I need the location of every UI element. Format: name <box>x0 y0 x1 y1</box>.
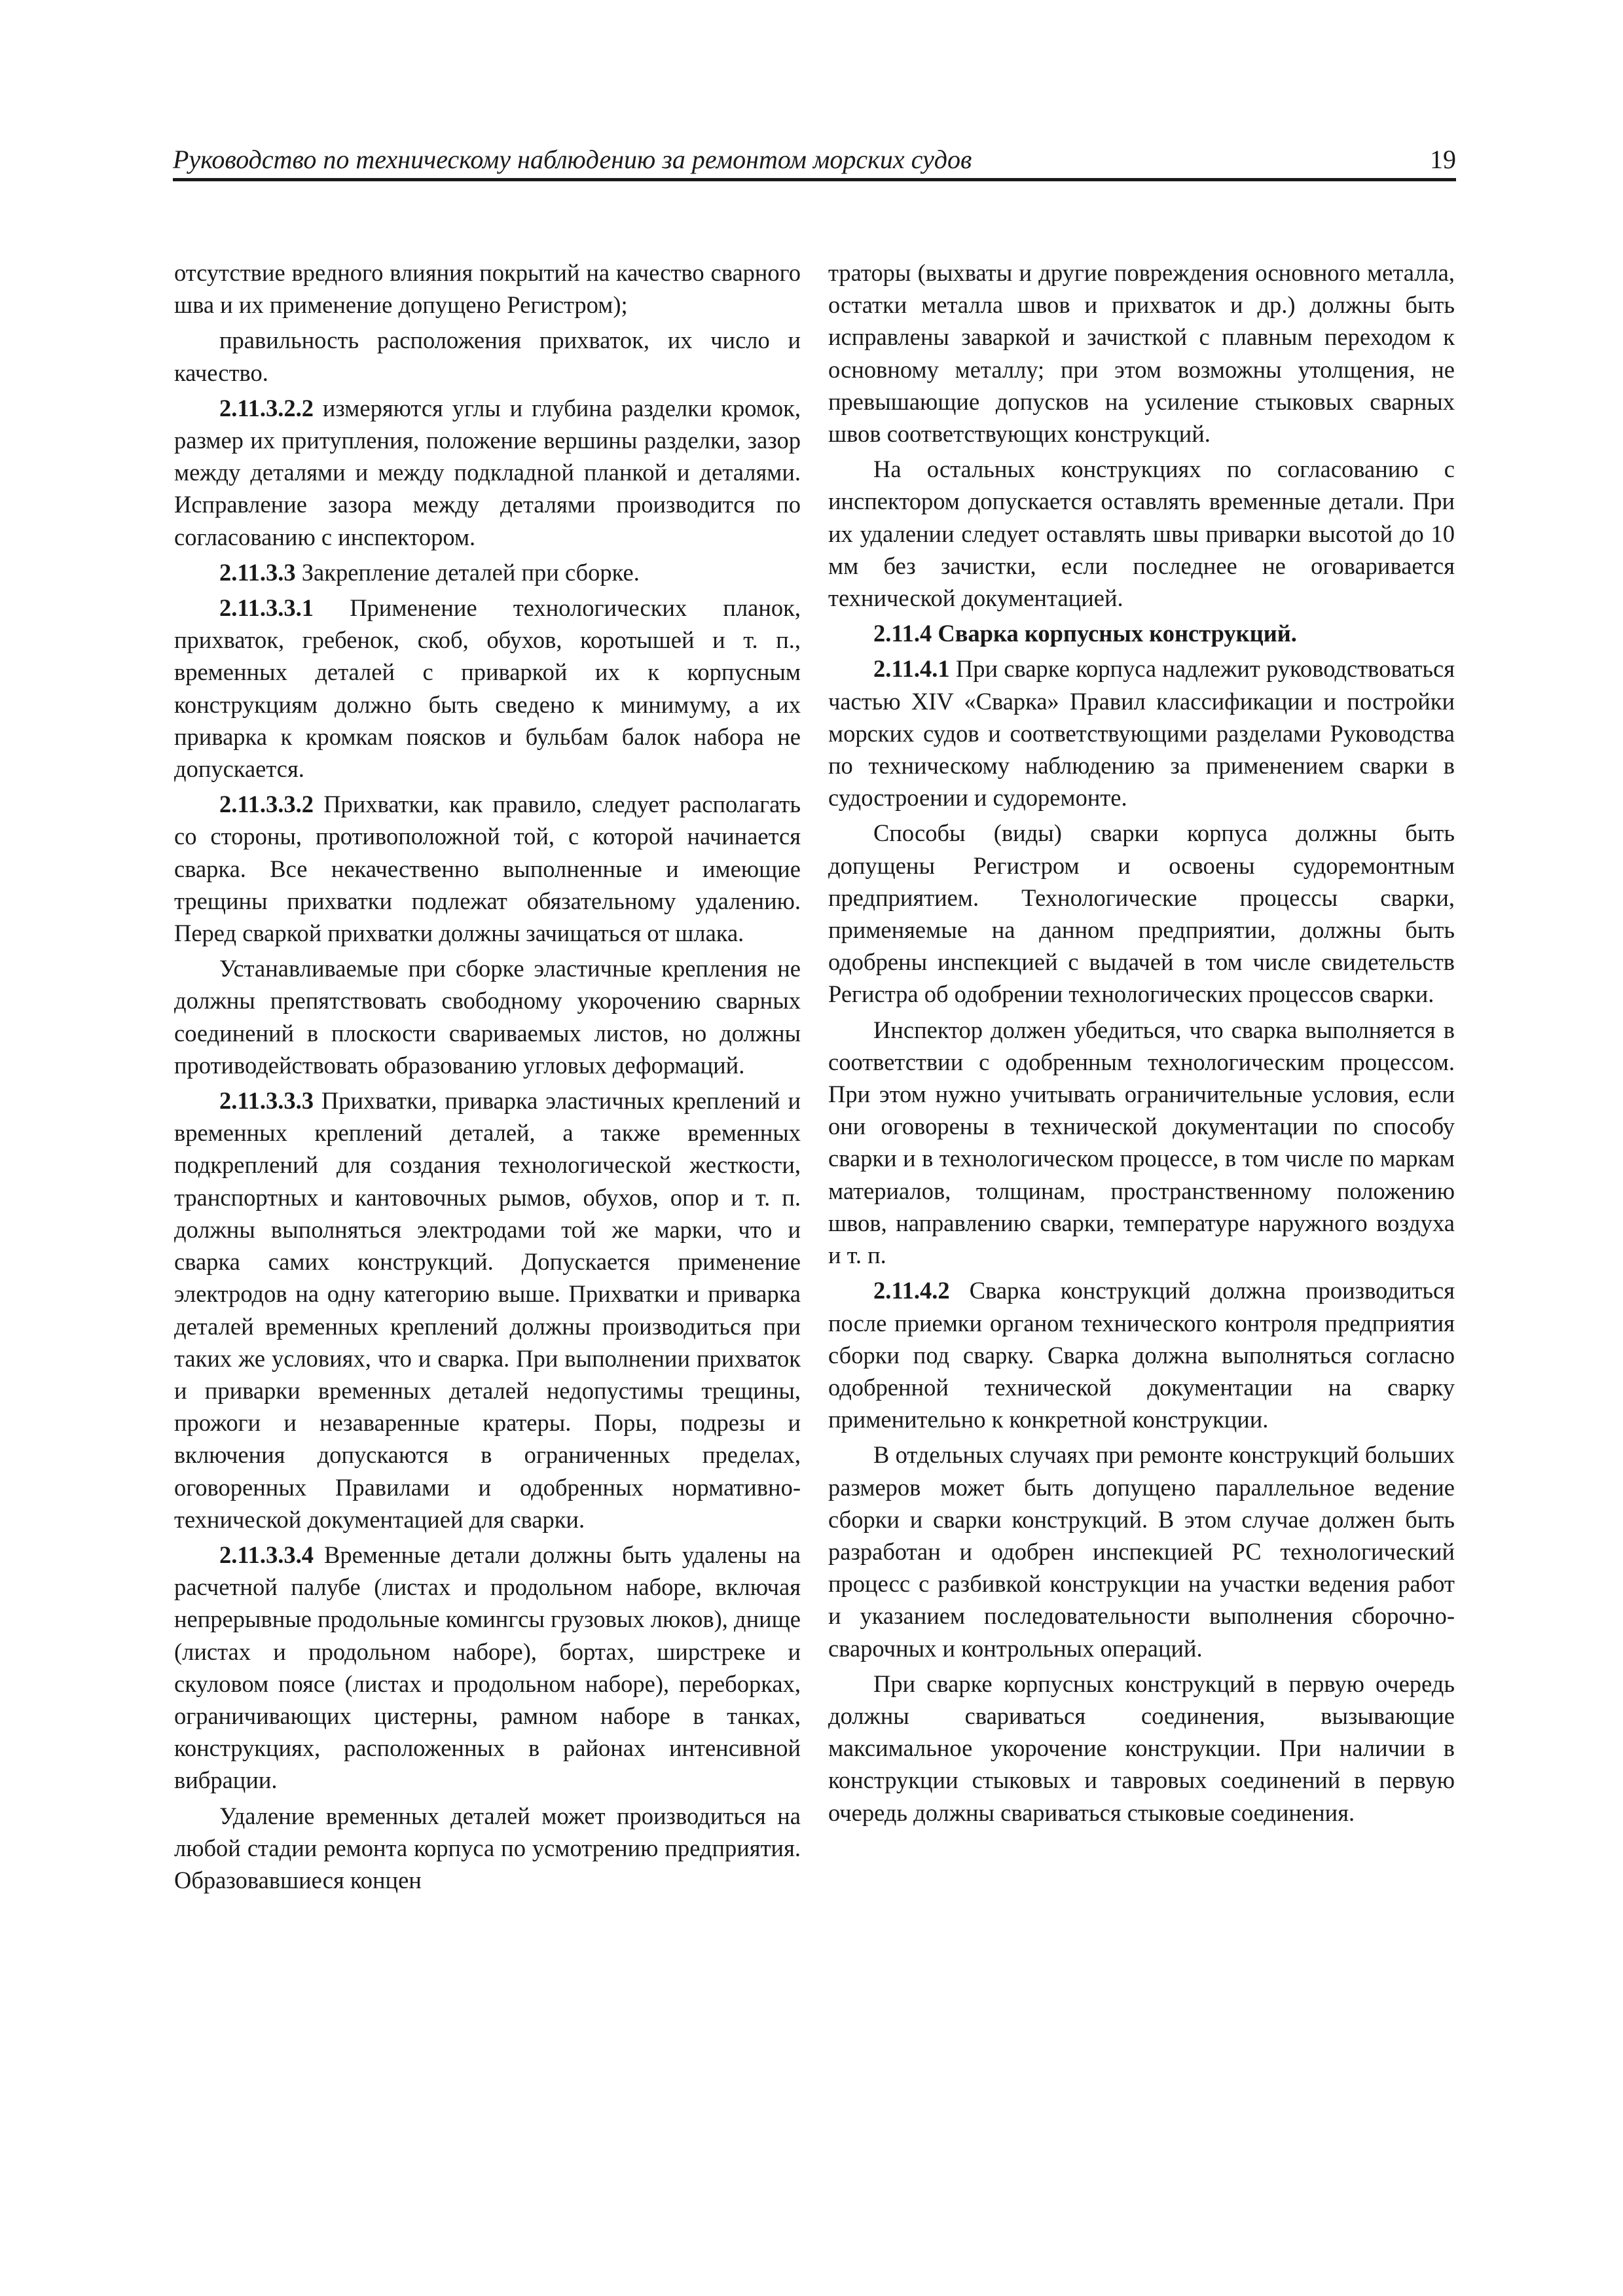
paragraph: При сварке корпусных конструкций в первую очередь должны свариваться соединения, вызывающие максимальное укорочение конструкции. При наличии в конструкции стыковых и тавровых соединений в первую очередь должны свариваться стыковые соединения. <box>828 1670 1455 1826</box>
paragraph: траторы (выхваты и другие повреждения основного металла, остатки металла швов и прихваток и др.) должны быть исправлены заваркой и зачисткой с плавным переходом к основному металлу; при этом возможны утолщения, не превышающие допусков на усиление стыковых сварных швов соответствующих конструкций. <box>828 259 1455 448</box>
paragraph: 2.11.4.1 При сварке корпуса надлежит руководствоваться частью XIV «Сварка» Правил классификации и постройки морских судов и соответствующими разделами Руководства по техническому наблюдению за применением сварки в судостроении и судоремонте. <box>828 655 1455 812</box>
paragraph: 2.11.3.3.1 Применение технологических планок, прихваток, гребенок, скоб, обухов, коротышей и т. п., временных деталей с приваркой их к корпусным конструкциям должно быть сведено к минимуму, а их приварка к кромкам поясков и бульбам балок набора не допускается. <box>174 594 801 783</box>
right-column <box>828 257 1455 1832</box>
paragraph: В отдельных случаях при ремонте конструкций больших размеров может быть допущено параллельное ведение сборки и сварки конструкций. В этом случае должен быть разработан и одобрен инспекцией РС технологический процесс с разбивкой конструкции на участки ведения работ и указанием последовательности выполнения сборочно-сварочных и контрольных операций. <box>828 1441 1455 1662</box>
clause-number: 2.11.3.3.3 <box>219 1087 314 1115</box>
paragraph: 2.11.3.3.2 Прихватки, как правило, следует располагать со стороны, противоположной той, с которой начинается сварка. Все некачественно выполненные и имеющие трещины прихватки подлежат обязательному удалению. Перед сваркой прихватки должны зачищаться от шлака. <box>174 791 801 947</box>
clause-number: 2.11.4.2 <box>873 1277 950 1304</box>
paragraph: 2.11.3.3 Закрепление деталей при сборке. <box>219 558 640 586</box>
paragraph: правильность расположения прихваток, их число и качество. <box>174 327 801 386</box>
clause-number: 2.11.4.1 <box>873 655 950 683</box>
clause-number: 2.11.3.3.4 <box>219 1541 314 1568</box>
paragraph: Удаление временных деталей может производиться на любой стадии ремонта корпуса по усмотрению предприятия. Образовавшиеся концен <box>174 1802 801 1893</box>
header-title: Руководство по техническому наблюдению за ремонтом морских судов <box>173 145 972 174</box>
paragraph: отсутствие вредного влияния покрытий на качество сварного шва и их применение допущено Регистром); <box>174 259 801 319</box>
paragraph: На остальных конструкциях по согласованию с инспектором допускается оставлять временные детали. При их удалении следует оставлять швы приварки высотой до 10 мм без зачистки, если последнее не оговаривается технической документацией. <box>828 456 1455 612</box>
paragraph: 2.11.4.2 Сварка конструкций должна производиться после приемки органом технического контроля предприятия сборки под сварку. Сварка должна выполняться согласно одобренной технической документации на сварку применительно к конкретной конструкции. <box>828 1277 1455 1433</box>
clause-number: 2.11.3.3 <box>219 558 296 586</box>
page-number: 19 <box>1430 145 1456 174</box>
paragraph: Способы (виды) сварки корпуса должны быть допущены Регистром и освоены судоремонтным предприятием. Технологические процессы сварки, применяемые на данном предприятии, должны быть одобрены инспекцией с выдачей в том числе свидетельств Регистра об одобрении технологических процессов сварки. <box>828 819 1455 1008</box>
paragraph: 2.11.3.3.4 Временные детали должны быть удалены на расчетной палубе (листах и продольном наборе, включая непрерывные продольные комингсы грузовых люков), днище (листах и продольном наборе), бортах, ширстреке и скуловом поясе (листах и продольном наборе), переборках, ограничивающих цистерны, рамном наборе в танках, конструкциях, расположенных в районах интенсивной вибрации. <box>174 1541 801 1794</box>
clause-number: 2.11.3.3.2 <box>219 791 314 818</box>
paragraph: 2.11.3.3.3 Прихватки, приварка эластичных креплений и временных креплений деталей, а также временных подкреплений для создания технологической жесткости, транспортных и кантовочных рымов, обухов, опор и т. п. должны выполняться электродами той же марки, что и сварка самих конструкций. Допускается применение электродов на одну категорию выше. Прихватки и приварка деталей временных креплений должны производиться при таких же условиях, что и сварка. При выполнении прихваток и приварки временных деталей недопустимы трещины, прожоги и незаваренные кратеры. Поры, подрезы и включения допускаются в ограниченных пределах, оговоренных Правилами и одобренных нормативно-технической документацией для сварки. <box>174 1087 801 1533</box>
left-column <box>174 257 801 1899</box>
paragraph: 2.11.3.2.2 измеряются углы и глубина разделки кромок, размер их притупления, положение вершины разделки, зазор между деталями и между подкладной планкой и деталями. Исправление зазора между деталями производится по согласованию с инспектором. <box>174 394 801 550</box>
paragraph: Устанавливаемые при сборке эластичные крепления не должны препятствовать свободному укорочению сварных соединений в плоскости свариваемых листов, но должны противодействовать образованию угловых деформаций. <box>174 955 801 1079</box>
running-header <box>173 139 1456 181</box>
paragraph: Инспектор должен убедиться, что сварка выполняется в соответствии с одобренным технологическим процессом. При этом нужно учитывать ограничительные условия, если они оговорены в технической документации по способу сварки и в технологическом процессе, в том числе по маркам материалов, толщинам, пространственному положению швов, направлению сварки, температуре наружного воздуха и т. п. <box>828 1016 1455 1269</box>
clause-number: 2.11.3.2.2 <box>219 394 314 422</box>
clause-number: 2.11.3.3.1 <box>219 594 314 622</box>
section-heading: 2.11.4 Сварка корпусных конструкций. <box>873 620 1297 647</box>
